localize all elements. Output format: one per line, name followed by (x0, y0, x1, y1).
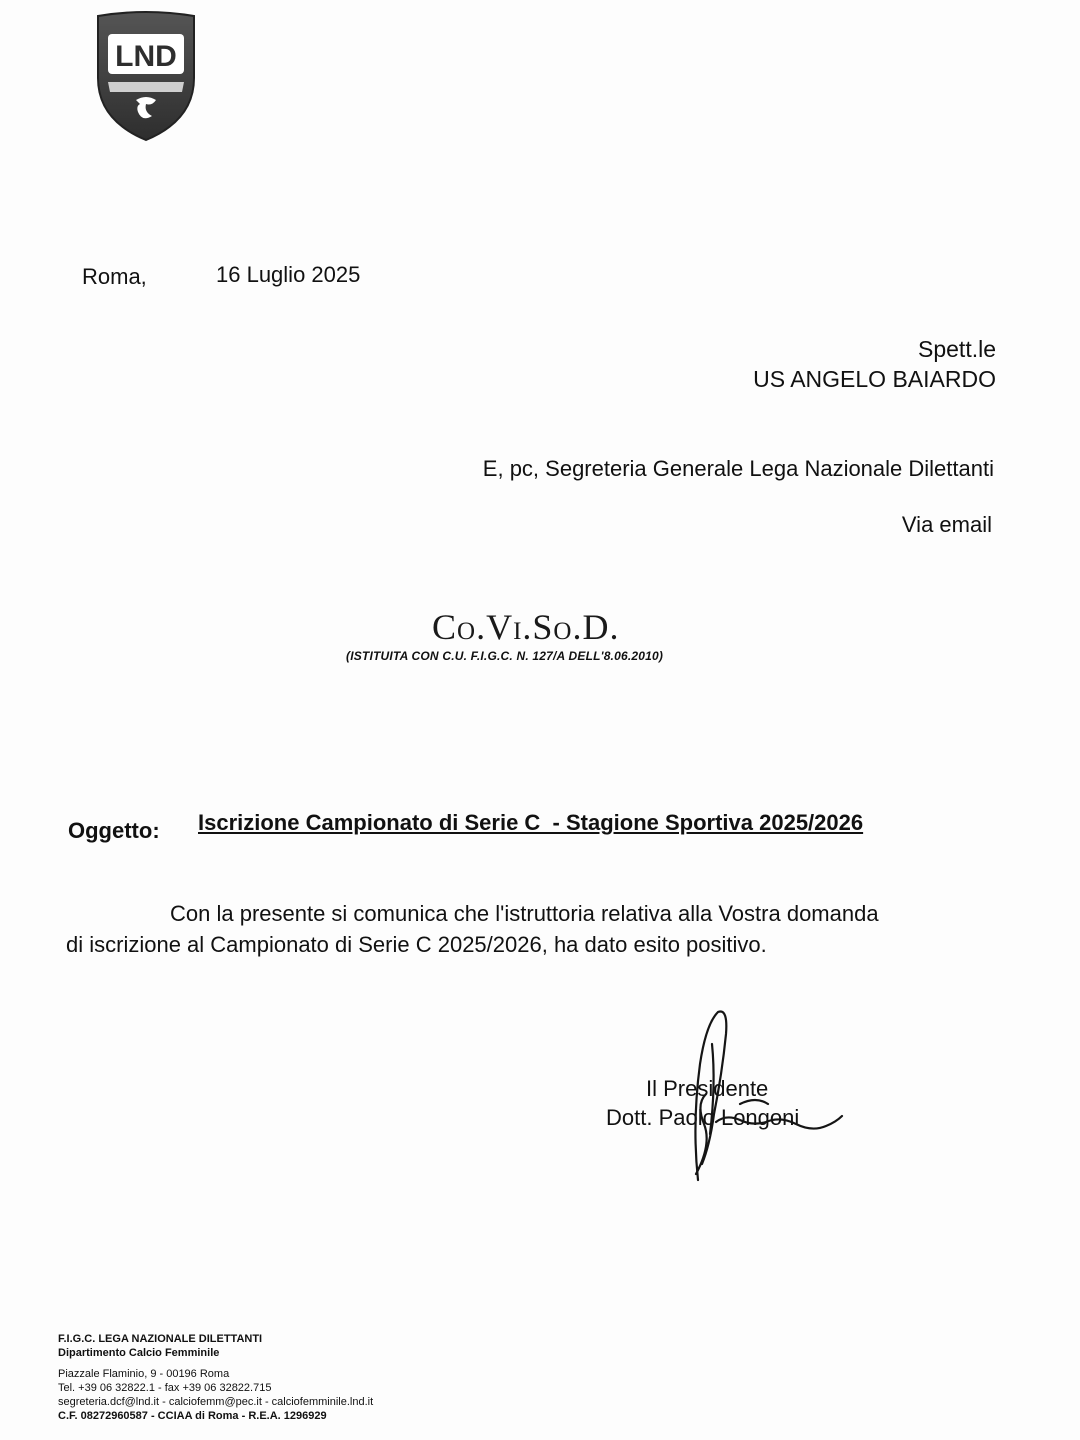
footer-phone: Tel. +39 06 32822.1 - fax +39 06 32822.715 (58, 1382, 272, 1394)
recipient-salutation: Spett.le (918, 336, 996, 362)
footer-address: Piazzale Flaminio, 9 - 00196 Roma (58, 1368, 230, 1380)
letter-date: 16 Luglio 2025 (216, 262, 361, 287)
letter-footer (58, 1332, 373, 1423)
footer-dept: Dipartimento Calcio Femminile (58, 1347, 220, 1359)
svg-text:LND: LND (115, 40, 177, 73)
footer-org: F.I.G.C. LEGA NAZIONALE DILETTANTI (58, 1333, 263, 1345)
delivery-method: Via email (901, 512, 992, 537)
footer-registry: C.F. 08272960587 - CCIAA di Roma - R.E.A. 1296929 (58, 1410, 327, 1422)
recipient-cc: E, pc, Segreteria Generale Lega Nazionale Dilettanti (482, 456, 994, 481)
handwritten-signature (656, 1004, 856, 1190)
letter-place: Roma, (82, 264, 147, 289)
committee-note: (ISTITUITA CON C.U. F.I.G.C. N. 127/A DELL'8.06.2010) (346, 649, 664, 663)
lnd-shield-icon (94, 8, 198, 144)
signatory-name: Dott. Paolo Longoni (606, 1105, 800, 1130)
lnd-logo (94, 8, 198, 144)
signatory-role: Il Presidente (646, 1076, 769, 1101)
body-line: Con la presente si comunica che l'istruttoria relativa alla Vostra domanda (170, 901, 879, 926)
footer-emails: segreteria.dcf@lnd.it - calciofemm@pec.it - calciofemminile.lnd.it (58, 1396, 374, 1408)
recipient-name: US ANGELO BAIARDO (753, 366, 996, 392)
subject-label: Oggetto: (68, 818, 160, 843)
letter-body (66, 898, 986, 960)
subject-text: Iscrizione Campionato di Serie C - Stagione Sportiva 2025/2026 (198, 810, 864, 835)
body-line: di iscrizione al Campionato di Serie C 2025/2026, ha dato esito positivo. (66, 932, 767, 957)
committee-name: Co.Vi.So.D. (432, 607, 620, 647)
